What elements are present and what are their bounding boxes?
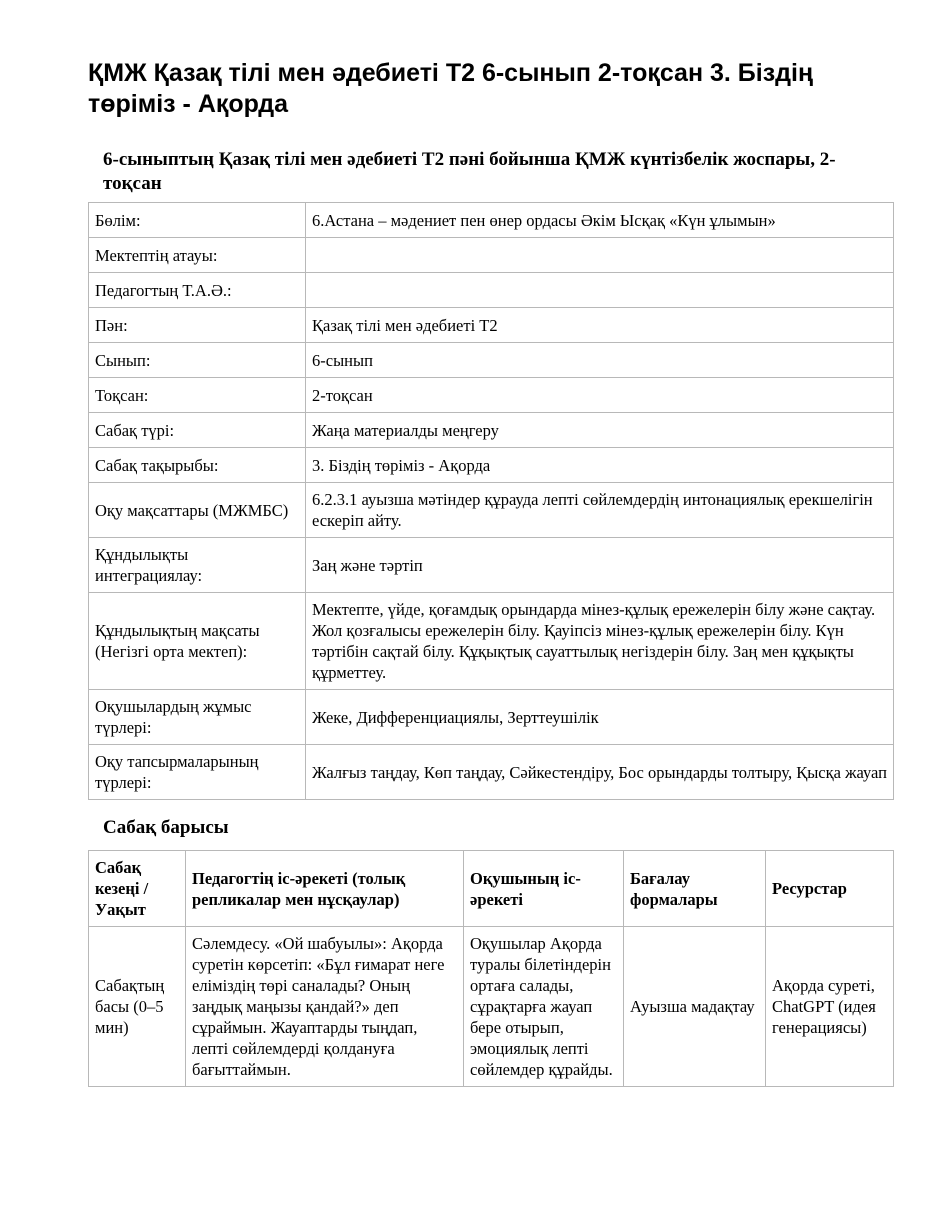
row-value — [306, 273, 894, 308]
row-value: 6.2.3.1 ауызша мәтіндер құрауда лепті сөйлемдердің интонациялық ерекшелігін ескеріп айту. — [306, 483, 894, 538]
lesson-heading: Сабақ барысы — [103, 817, 229, 838]
row-label: Оқушылардың жұмыс түрлері: — [89, 690, 306, 745]
row-label: Тоқсан: — [89, 378, 306, 413]
row-value: Жаңа материалды меңгеру — [306, 413, 894, 448]
row-value: Жеке, Дифференциациялы, Зерттеушілік — [306, 690, 894, 745]
column-header-assessment: Бағалау формалары — [624, 851, 766, 927]
row-value — [306, 238, 894, 273]
lesson-stage: Сабақтың басы (0–5 мин) — [89, 927, 186, 1087]
row-label: Бөлім: — [89, 203, 306, 238]
lesson-table — [88, 850, 894, 1087]
lesson-assessment: Ауызша мадақтау — [624, 927, 766, 1087]
table-row — [89, 378, 894, 413]
lesson-student-activity: Оқушылар Ақорда туралы білетіндерін ортаға салады, сұрақтарға жауап бере отырып, эмоциялық лепті сөйлемдер құрайды. — [464, 927, 624, 1087]
table-row — [89, 690, 894, 745]
table-row — [89, 413, 894, 448]
row-value: Қазақ тілі мен әдебиеті Т2 — [306, 308, 894, 343]
table-header-row — [89, 851, 894, 927]
table-row — [89, 745, 894, 800]
row-label: Педагогтың Т.А.Ә.: — [89, 273, 306, 308]
row-value: Мектепте, үйде, қоғамдық орындарда мінез-құлық ережелерін білу және сақтау. Жол қозғалысы ережелерін білу. Қауіпсіз мінез-құлық ережелерін білу. Күн тәртібін сақтай білу. Құқықтық сауаттылық негіздерін білу. Заң мен құқықты құрметтеу. — [306, 593, 894, 690]
row-value: 3. Біздің төріміз - Ақорда — [306, 448, 894, 483]
row-label: Сынып: — [89, 343, 306, 378]
row-value: 6-сынып — [306, 343, 894, 378]
table-row — [89, 308, 894, 343]
lesson-resources: Ақорда суреті, ChatGPT (идея генерациясы) — [766, 927, 894, 1087]
row-value: Заң және тәртіп — [306, 538, 894, 593]
column-header-teacher: Педагогтің іс-әрекеті (толық репликалар мен нұсқаулар) — [186, 851, 464, 927]
column-header-stage: Сабақ кезеңі / Уақыт — [89, 851, 186, 927]
table-row — [89, 448, 894, 483]
row-label: Сабақ түрі: — [89, 413, 306, 448]
lesson-teacher-activity: Сәлемдесу. «Ой шабуылы»: Ақорда суретін көрсетіп: «Бұл ғимарат неге еліміздің төрі саналады? Оның заңдық маңызы қандай?» деп сұраймын. Жауаптарды тыңдап, лепті сөйлемдерді қолдануға бағыттаймын. — [186, 927, 464, 1087]
row-value: Жалғыз таңдау, Көп таңдау, Сәйкестендіру, Бос орындарды толтыру, Қысқа жауап — [306, 745, 894, 800]
row-label: Пән: — [89, 308, 306, 343]
column-header-student: Оқушының іс-әрекеті — [464, 851, 624, 927]
row-value: 2-тоқсан — [306, 378, 894, 413]
plan-subtitle: 6-сыныптың Қазақ тілі мен әдебиеті Т2 пәні бойынша ҚМЖ күнтізбелік жоспары, 2-тоқсан — [103, 149, 836, 194]
row-label: Оқу мақсаттары (МЖМБС) — [89, 483, 306, 538]
table-row — [89, 593, 894, 690]
table-row — [89, 343, 894, 378]
row-value: 6.Астана – мәдениет пен өнер ордасы Әкім Ысқақ «Күн ұлымын» — [306, 203, 894, 238]
row-label: Құндылықты интеграциялау: — [89, 538, 306, 593]
table-row — [89, 538, 894, 593]
info-table — [88, 202, 894, 800]
document-title: ҚМЖ Қазақ тілі мен әдебиеті Т2 6-сынып 2-тоқсан 3. Біздің төріміз - Ақорда — [88, 59, 814, 118]
table-row — [89, 238, 894, 273]
row-label: Құндылықтың мақсаты (Негізгі орта мектеп): — [89, 593, 306, 690]
column-header-resources: Ресурстар — [766, 851, 894, 927]
row-label: Мектептің атауы: — [89, 238, 306, 273]
row-label: Сабақ тақырыбы: — [89, 448, 306, 483]
table-row — [89, 203, 894, 238]
table-row — [89, 927, 894, 1087]
row-label: Оқу тапсырмаларының түрлері: — [89, 745, 306, 800]
table-row — [89, 273, 894, 308]
table-row — [89, 483, 894, 538]
document-page — [88, 58, 893, 1087]
